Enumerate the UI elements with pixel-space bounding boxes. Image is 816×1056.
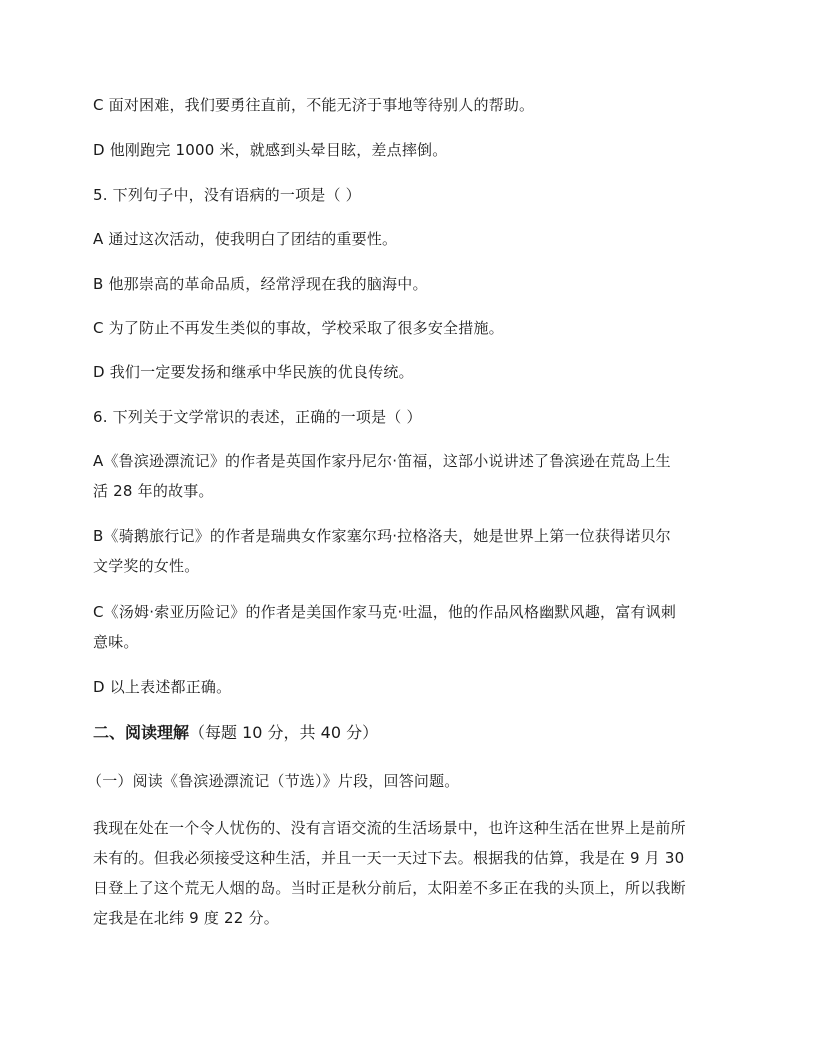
q6-option-c-line1: C《汤姆·索亚历险记》的作者是美国作家马克·吐温，他的作品风格幽默风趣，富有讽刺 — [93, 603, 677, 621]
passage-line: 定我是在北纬 9 度 22 分。 — [93, 909, 279, 927]
q5-option-d: D 我们一定要发扬和继承中华民族的优良传统。 — [93, 363, 414, 381]
q6-option-b — [93, 521, 723, 581]
q5-option-b: B 他那崇高的革命品质，经常浮现在我的脑海中。 — [93, 275, 428, 293]
passage-line: 未有的。但我必须接受这种生活，并且一天一天过下去。根据我的估算，我是在 9 月 30 — [93, 849, 685, 867]
q6-option-b-line1: B《骑鹅旅行记》的作者是瑞典女作家塞尔玛·拉格洛夫，她是世界上第一位获得诺贝尔 — [93, 527, 671, 545]
section-title: 二、阅读理解 — [93, 723, 190, 742]
q6-option-c — [93, 597, 723, 657]
passage-line: 我现在处在一个令人忧伤的、没有言语交流的生活场景中，也许这种生活在世界上是前所 — [93, 819, 686, 837]
q4-option-c: C 面对困难，我们要勇往直前，不能无济于事地等待别人的帮助。 — [93, 96, 535, 114]
q4-option-d: D 他刚跑完 1000 米，就感到头晕目眩，差点摔倒。 — [93, 141, 448, 159]
q6-option-a — [93, 446, 723, 506]
q6-option-d: D 以上表述都正确。 — [93, 678, 232, 696]
q5-option-a: A 通过这次活动，使我明白了团结的重要性。 — [93, 230, 398, 248]
q6-option-a-line1: A《鲁滨逊漂流记》的作者是英国作家丹尼尔·笛福，这部小说讲述了鲁滨逊在荒岛上生 — [93, 452, 671, 470]
q5-option-c: C 为了防止不再发生类似的事故，学校采取了很多安全措施。 — [93, 319, 504, 337]
subsection-heading: （一）阅读《鲁滨逊漂流记（节选）》片段，回答问题。 — [87, 772, 460, 790]
section-score-note: （每题 10 分，共 40 分） — [189, 723, 379, 742]
q6-option-b-line2: 文学奖的女性。 — [93, 557, 200, 575]
q6-option-a-line2: 活 28 年的故事。 — [93, 482, 214, 500]
passage-line: 日登上了这个荒无人烟的岛。当时正是秋分前后，太阳差不多正在我的头顶上，所以我断 — [93, 879, 686, 897]
reading-passage — [93, 813, 723, 933]
section-heading — [93, 718, 378, 748]
q6-stem: 6. 下列关于文学常识的表述，正确的一项是（ ） — [93, 408, 422, 426]
q5-stem: 5. 下列句子中，没有语病的一项是（ ） — [93, 186, 361, 204]
q6-option-c-line2: 意味。 — [93, 633, 139, 651]
